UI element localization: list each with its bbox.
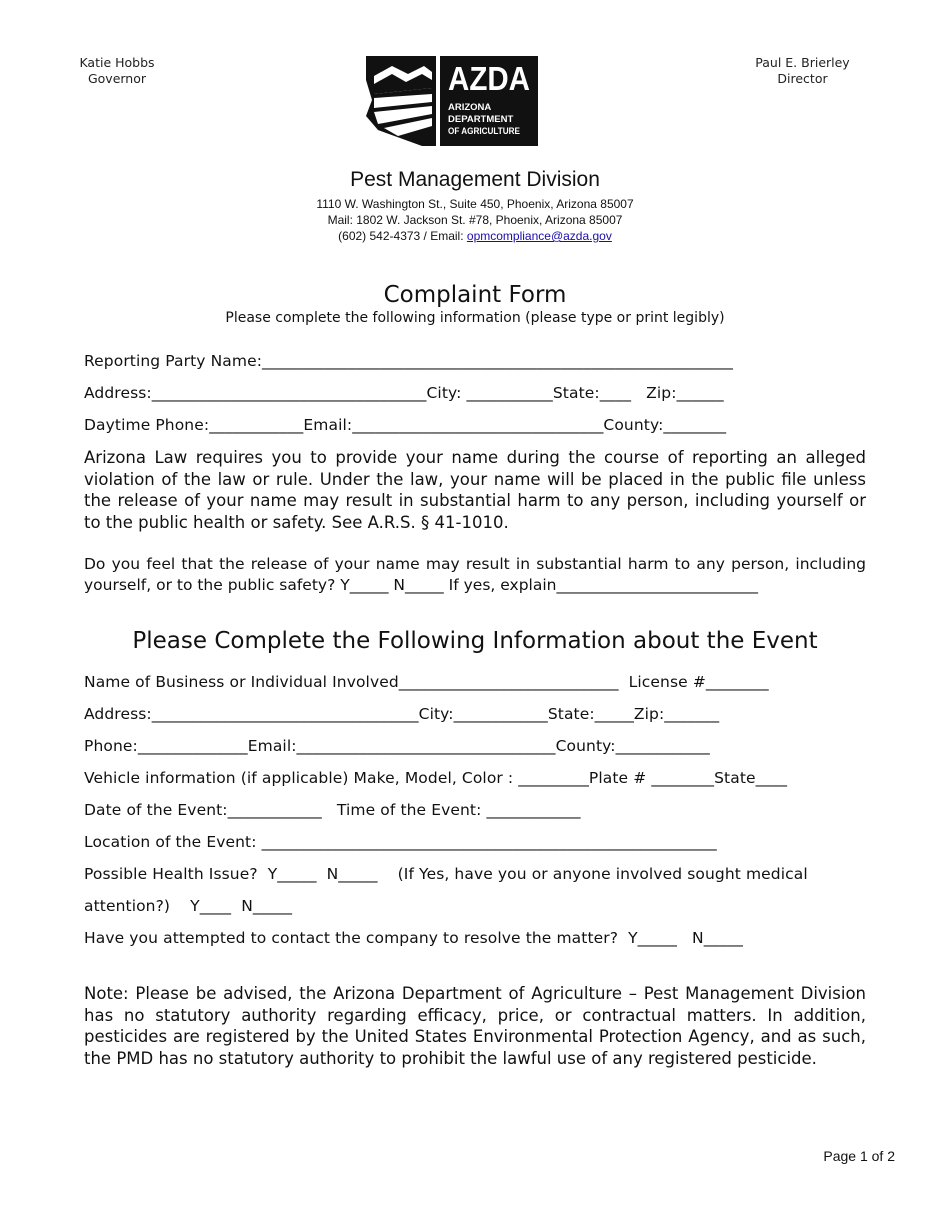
governor-title: Governor [87,71,147,86]
logo-abbr: AZDA [448,60,530,97]
address-line-1: 1110 W. Washington St., Suite 450, Phoenix, Arizona 85007 [316,197,634,211]
reporting-address-field[interactable]: Address:___________________________________City: ___________State:____ Zip:______ [84,384,724,402]
logo-line1: ARIZONA [448,102,492,113]
governor-block [62,55,172,87]
harm-question-field[interactable]: Do you feel that the release of your name may result in substantial harm to any person, including yourself, or to the public safety? Y_____ N_____ If yes, explain__________________________ [84,555,866,594]
business-field[interactable]: Name of Business or Individual Involved____________________________ License #________ [84,673,769,691]
address-line-2: Mail: 1802 W. Jackson St. #78, Phoenix, Arizona 85007 [327,213,623,227]
location-field[interactable]: Location of the Event: __________________________________________________________ [84,833,717,851]
azda-logo [362,54,540,148]
director-name: Paul E. Brierley [755,55,850,70]
phone-text: (602) 542-4373 / Email: [338,229,467,243]
director-block [735,55,870,87]
email-link[interactable]: opmcompliance@azda.gov [466,229,612,243]
note-paragraph: Note: Please be advised, the Arizona Department of Agriculture – Pest Management Division has no statutory authority regarding efficacy, price, or contractual matters. In addition, pesticides are registered by the United States Environmental Protection Agency, and as such, the PMD has no statutory authority to prohibit the lawful use of any registered pesticide. [84,984,866,1068]
date-time-field[interactable]: Date of the Event:____________ Time of the Event: ____________ [84,801,581,819]
reporting-name-field[interactable]: Reporting Party Name:____________________________________________________________ [84,352,734,370]
contact-line [0,228,950,244]
health-issue-field[interactable]: Possible Health Issue? Y_____ N_____ (If Yes, have you or anyone involved sought medical [84,865,808,883]
director-title: Director [777,71,828,86]
vehicle-field[interactable]: Vehicle information (if applicable) Make, Model, Color : _________Plate # ________State____ [84,769,788,787]
arizona-state-icon [366,56,436,146]
page-number: Page 1 of 2 [823,1148,895,1164]
contact-company-field[interactable]: Have you attempted to contact the company to resolve the matter? Y_____ N_____ [84,929,743,947]
form-title: Complaint Form [383,282,567,308]
medical-attention-field[interactable]: attention?) Y____ N_____ [84,897,293,915]
division-title: Pest Management Division [350,168,600,191]
governor-name: Katie Hobbs [79,55,155,70]
logo-line2: DEPARTMENT [448,114,514,125]
law-paragraph: Arizona Law requires you to provide your name during the course of reporting an alleged violation of the law or rule. Under the law, your name will be placed in the public file unless the release of your name may result in substantial harm to any person, including yourself or to the public health or safety. See A.R.S. § 41-1010. [84,448,866,532]
event-address-field[interactable]: Address:__________________________________City:____________State:_____Zip:_______ [84,705,720,723]
event-section-title: Please Complete the Following Information about the Event [132,628,818,654]
event-phone-field[interactable]: Phone:______________Email:_________________________________County:____________ [84,737,710,755]
reporting-phone-field[interactable]: Daytime Phone:____________Email:________________________________County:________ [84,416,727,434]
form-subtitle: Please complete the following information (please type or print legibly) [225,310,725,326]
logo-line3: OF AGRICULTURE [448,126,520,137]
